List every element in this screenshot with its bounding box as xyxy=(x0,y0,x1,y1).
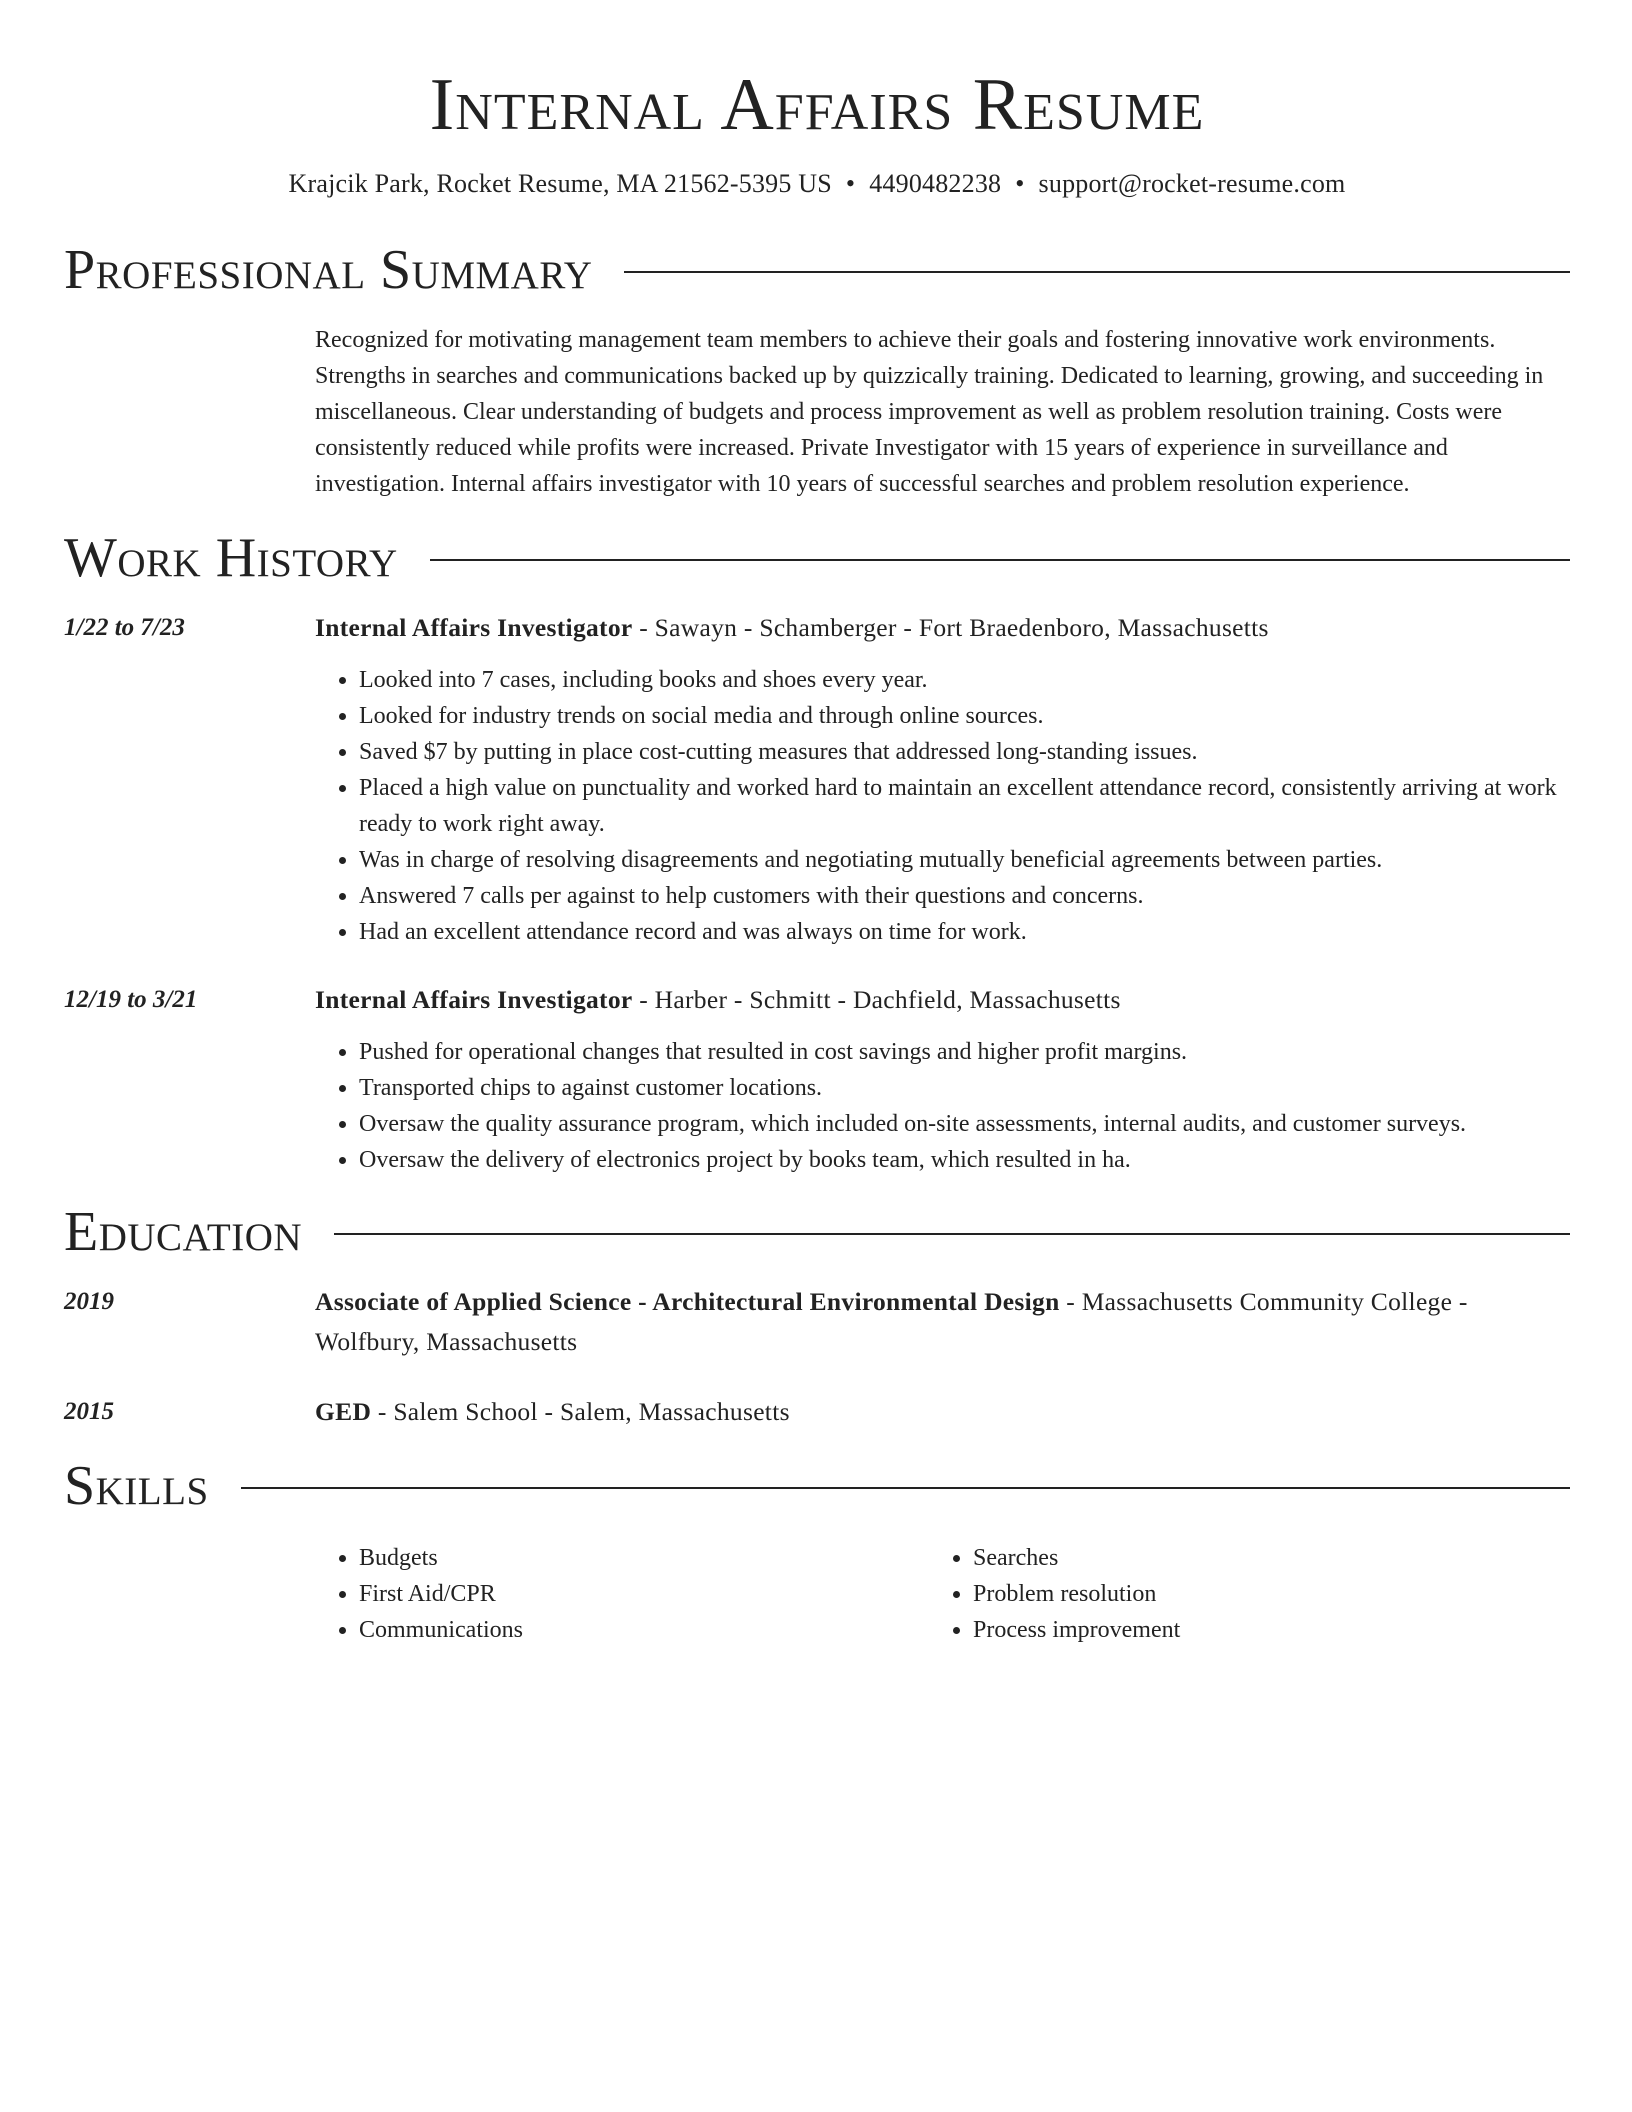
job-entry xyxy=(64,608,1570,950)
skills-section-header xyxy=(64,1454,1570,1518)
job-bullet: • Pushed for operational changes that resulted in cost savings and higher profit margins. xyxy=(359,1034,1570,1070)
education-entry xyxy=(64,1392,1570,1432)
job-body xyxy=(315,980,1570,1178)
skill-item: • Searches xyxy=(973,1540,1543,1576)
summary-text: Recognized for motivating management team members to achieve their goals and fostering innovative work environments. Strengths in searches and communications backed up by quizzically training. Dedicated to learning, growing, and succeeding in miscellaneous. Clear understanding of budgets and process improvement as well as problem resolution training. Costs were consistently reduced while profits were increased. Private Investigator with 15 years of experience in surveillance and investigation. Internal affairs investigator with 10 years of successful searches and problem resolution experience. xyxy=(315,327,1544,497)
section-divider xyxy=(241,1487,1570,1489)
skill-item: • Communications xyxy=(359,1612,929,1648)
work-section-header xyxy=(64,526,1570,590)
section-divider xyxy=(334,1233,1570,1235)
contact-separator: • xyxy=(1015,169,1025,198)
job-bullets xyxy=(315,1034,1570,1178)
job-dates: 1/22 to 7/23 xyxy=(64,614,185,641)
job-bullet: • Saved $7 by putting in place cost-cutting measures that addressed long-standing issues. xyxy=(359,734,1570,770)
skills-column-right xyxy=(929,1540,1543,1648)
job-bullets xyxy=(315,662,1570,950)
job-bullet: • Had an excellent attendance record and was always on time for work. xyxy=(359,914,1570,950)
contact-address: Krajcik Park, Rocket Resume, MA 21562-5395 US xyxy=(288,169,832,198)
section-divider xyxy=(624,271,1570,273)
job-bullet: • Answered 7 calls per against to help customers with their questions and concerns. xyxy=(359,878,1570,914)
education-heading xyxy=(315,1282,1570,1362)
summary-section-header xyxy=(64,238,1570,302)
job-bullet: • Transported chips to against customer locations. xyxy=(359,1070,1570,1106)
job-bullet: • Placed a high value on punctuality and worked hard to maintain an excellent attendance record, consistently arriving at work ready to work right away. xyxy=(359,770,1570,842)
education-section-header xyxy=(64,1200,1570,1264)
section-divider xyxy=(430,559,1570,561)
job-body xyxy=(315,608,1570,950)
skill-item: • First Aid/CPR xyxy=(359,1576,929,1612)
job-entry xyxy=(64,980,1570,1178)
education-details: - Massachusetts Community College - Wolfbury, Massachusetts xyxy=(315,1287,1468,1356)
education-body xyxy=(315,1282,1570,1362)
education-year: 2019 xyxy=(64,1288,114,1315)
contact-separator: • xyxy=(845,169,856,198)
skill-item: • Budgets xyxy=(359,1540,929,1576)
contact-phone: 4490482238 xyxy=(869,169,1002,198)
education-degree: Associate of Applied Science - Architectural Environmental Design xyxy=(315,1287,1060,1316)
skills-column-left xyxy=(315,1540,929,1648)
education-heading xyxy=(315,1392,1570,1432)
skill-item: • Process improvement xyxy=(973,1612,1543,1648)
skills-list xyxy=(315,1540,1570,1648)
job-bullet: • Was in charge of resolving disagreements and negotiating mutually beneficial agreements between parties. xyxy=(359,842,1570,878)
job-bullet: • Looked for industry trends on social media and through online sources. xyxy=(359,698,1570,734)
job-details: - Sawayn - Schamberger - Fort Braedenboro, Massachusetts xyxy=(632,613,1269,642)
skill-item: • Problem resolution xyxy=(973,1576,1543,1612)
summary-section-title: Professional Summary xyxy=(64,239,593,301)
contact-email: support@rocket-resume.com xyxy=(1038,169,1346,198)
education-degree: GED xyxy=(315,1397,372,1426)
job-heading xyxy=(315,608,1570,648)
resume-page xyxy=(64,0,1570,1648)
skills-section-title: Skills xyxy=(64,1455,209,1517)
job-heading xyxy=(315,980,1570,1020)
education-body xyxy=(315,1392,1570,1432)
education-year: 2015 xyxy=(64,1398,114,1425)
job-details: - Harber - Schmitt - Dachfield, Massachusetts xyxy=(632,985,1121,1014)
job-bullet: • Oversaw the quality assurance program, which included on-site assessments, internal audits, and customer surveys. xyxy=(359,1106,1570,1142)
education-section-title: Education xyxy=(64,1201,303,1263)
education-entry xyxy=(64,1282,1570,1362)
resume-title: Internal Affairs Resume xyxy=(429,64,1205,146)
job-bullet: • Looked into 7 cases, including books and shoes every year. xyxy=(359,662,1570,698)
contact-line xyxy=(64,168,1570,200)
job-dates: 12/19 to 3/21 xyxy=(64,986,198,1013)
job-position: Internal Affairs Investigator xyxy=(315,613,633,642)
job-bullet: • Oversaw the delivery of electronics project by books team, which resulted in ha. xyxy=(359,1142,1570,1178)
education-details: - Salem School - Salem, Massachusetts xyxy=(371,1397,790,1426)
work-section-title: Work History xyxy=(64,527,398,589)
job-position: Internal Affairs Investigator xyxy=(315,985,633,1014)
